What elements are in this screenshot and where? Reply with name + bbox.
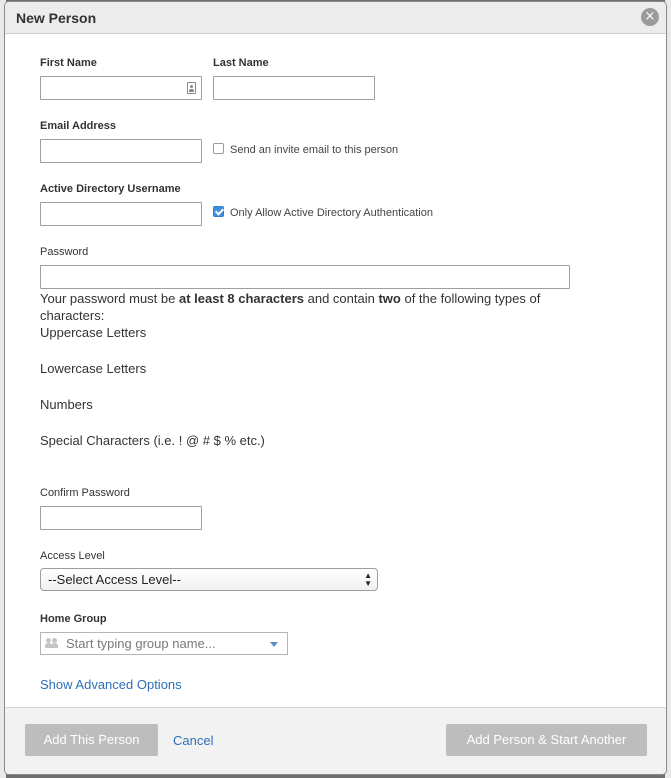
close-icon[interactable]: ×: [641, 8, 659, 26]
help-text-suffix: of the following types of characters:: [40, 291, 541, 323]
first-name-label: First Name: [40, 57, 97, 69]
access-level-label: Access Level: [40, 550, 105, 562]
cancel-link[interactable]: Cancel: [173, 733, 214, 748]
home-group-input[interactable]: [40, 632, 288, 655]
last-name-label: Last Name: [213, 57, 269, 69]
char-type-lowercase: Lowercase Letters: [40, 361, 147, 376]
add-this-person-button[interactable]: Add This Person: [25, 724, 158, 756]
help-text-prefix: Your password must be: [40, 291, 179, 306]
password-label: Password: [40, 246, 89, 258]
char-type-uppercase: Uppercase Letters: [40, 325, 147, 340]
add-person-start-another-button[interactable]: Add Person & Start Another: [446, 724, 647, 756]
ad-username-field[interactable]: [40, 202, 202, 226]
password-requirements: [40, 290, 600, 324]
dialog-titlebar: [5, 2, 666, 34]
confirm-password-label: Confirm Password: [40, 487, 130, 499]
dialog-title: New Person: [16, 10, 97, 26]
chevron-down-icon[interactable]: [270, 642, 278, 647]
help-text-middle: and contain: [304, 291, 379, 306]
ad-only-auth-label[interactable]: Only Allow Active Directory Authentication: [230, 207, 433, 219]
access-level-select[interactable]: [40, 568, 378, 591]
new-person-dialog: [5, 2, 666, 774]
char-type-special: Special Characters (i.e. ! @ # $ % etc.): [40, 433, 265, 448]
char-type-numbers: Numbers: [40, 397, 93, 412]
dialog-footer: [5, 707, 666, 774]
first-name-field[interactable]: [40, 76, 202, 100]
email-field[interactable]: [40, 139, 202, 163]
ad-username-label: Active Directory Username: [40, 183, 181, 195]
password-field[interactable]: [40, 265, 570, 289]
people-icon: [46, 638, 60, 649]
email-label: Email Address: [40, 120, 117, 132]
select-arrows-icon: ▲ ▼: [364, 571, 372, 588]
send-invite-label[interactable]: Send an invite email to this person: [230, 144, 399, 156]
last-name-field[interactable]: [213, 76, 375, 100]
ad-only-auth-checkbox[interactable]: [213, 206, 224, 217]
send-invite-checkbox[interactable]: [213, 143, 224, 154]
show-advanced-options-link[interactable]: Show Advanced Options: [40, 677, 182, 692]
home-group-placeholder: Start typing group name...: [66, 636, 216, 651]
access-level-value: --Select Access Level--: [48, 572, 181, 587]
home-group-label: Home Group: [40, 613, 107, 625]
help-text-min-length: at least 8 characters: [178, 291, 305, 306]
contact-card-icon[interactable]: [187, 82, 196, 94]
confirm-password-field[interactable]: [40, 506, 202, 530]
help-text-count: two: [378, 291, 401, 306]
